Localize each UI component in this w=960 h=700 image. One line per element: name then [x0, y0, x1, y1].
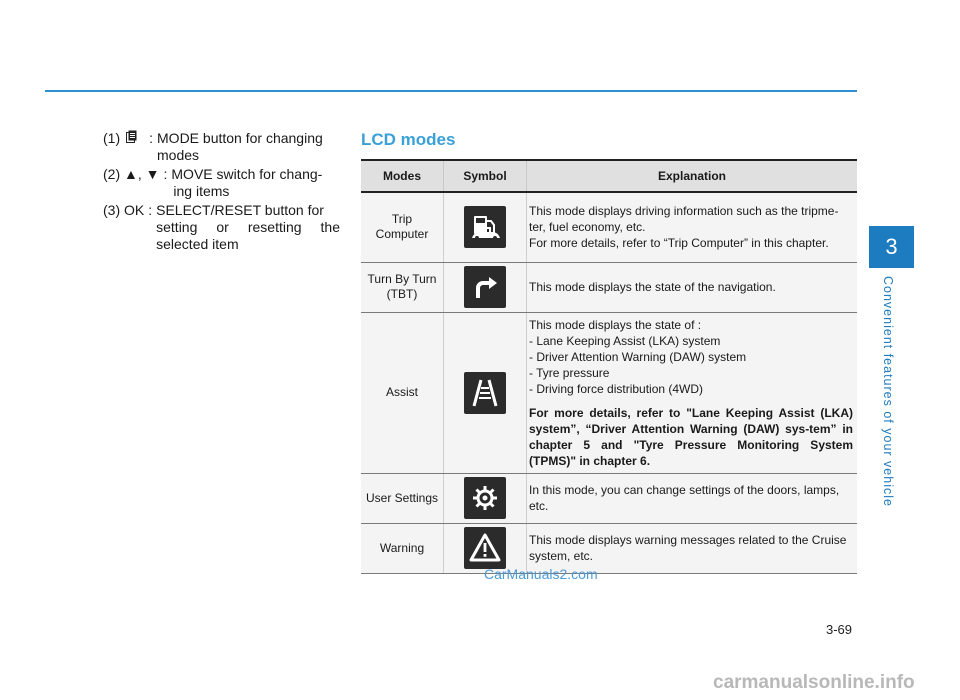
chapter-number: 3	[885, 234, 898, 259]
explanation-line: - Driver Attention Warning (DAW) system	[529, 349, 747, 364]
lcd-modes-table	[361, 159, 857, 574]
item-text: MOVE switch for chang-	[171, 166, 323, 182]
explanation-line: - Tyre pressure	[529, 365, 610, 380]
explanation-cell	[527, 312, 858, 473]
mode-name: Turn By Turn	[367, 272, 437, 286]
mode-cell	[361, 192, 444, 262]
header-explanation: Explanation	[527, 160, 858, 192]
mode-name: Assist	[385, 385, 418, 399]
item-colon: :	[149, 130, 154, 146]
item-text-continued: ing items	[173, 183, 230, 199]
mode-cell	[361, 262, 444, 312]
explanation-line: - Driving force distribution (4WD)	[529, 381, 704, 396]
item-colon: :	[148, 202, 153, 218]
explanation-bold-note: For more details, refer to "Lane Keeping Assist (LKA) system”, “Driver Attention Warning (DAW) sys-tem” in chapter 5 and "Tyre Pressure Monitoring System (TPMS)" in chapter 6.	[529, 405, 853, 468]
explanation-line: This mode displays the state of :	[529, 317, 702, 332]
item-colon: :	[163, 166, 168, 182]
watermark-bottom: carmanualsonline.info	[713, 672, 915, 693]
lane-keeping-icon	[464, 372, 506, 414]
item-text: SELECT/RESET button for	[156, 202, 324, 218]
explanation-cell: This mode displays warning messages related to the Cruise system, etc.	[527, 523, 858, 573]
chapter-number-tab	[869, 226, 914, 268]
lcd-modes-title: LCD modes	[361, 130, 456, 149]
turn-right-arrow-icon	[464, 266, 506, 308]
list-item	[103, 166, 340, 200]
explanation-cell	[527, 192, 858, 262]
table-row	[361, 192, 857, 262]
control-list	[103, 130, 340, 255]
table-row	[361, 523, 857, 573]
table-row	[361, 312, 857, 473]
watermark-site: CarManuals2.com	[484, 566, 598, 582]
symbol-cell	[444, 312, 527, 473]
item-number: (3) OK	[103, 202, 145, 218]
symbol-cell	[444, 192, 527, 262]
item-number: (2) ▲, ▼	[103, 166, 160, 182]
explanation-line: - Lane Keeping Assist (LKA) system	[529, 333, 721, 348]
explanation-cell: This mode displays the state of the navigation.	[527, 262, 858, 312]
item-text: MODE button for changing	[157, 130, 323, 146]
top-rule	[45, 90, 857, 92]
mode-name: User Settings	[365, 490, 439, 505]
item-text-continued: modes	[157, 147, 200, 163]
symbol-cell	[444, 262, 527, 312]
mode-button-icon	[126, 130, 137, 143]
explanation-text: This mode displays driving information such as the tripme-ter, fuel economy, etc.	[529, 204, 839, 235]
mode-cell	[361, 473, 444, 523]
symbol-cell	[444, 473, 527, 523]
header-modes: Modes	[361, 160, 444, 192]
mode-name-line2: (TBT)	[386, 287, 418, 301]
mode-cell	[361, 523, 444, 573]
gear-icon	[464, 477, 506, 519]
page-number: 3-69	[826, 622, 853, 637]
list-item	[103, 130, 340, 164]
explanation-text-2: For more details, refer to “Trip Computer” in this chapter.	[529, 236, 829, 251]
header-symbol: Symbol	[444, 160, 527, 192]
item-number: (1)	[103, 130, 121, 146]
table-row	[361, 262, 857, 312]
explanation-cell: In this mode, you can change settings of the doors, lamps, etc.	[527, 473, 858, 523]
warning-triangle-icon	[464, 527, 506, 569]
mode-cell	[361, 312, 444, 473]
list-item	[103, 202, 340, 253]
mode-name-line2: Computer	[375, 227, 429, 242]
table-header-row	[361, 160, 857, 192]
mode-name: Warning	[379, 540, 425, 555]
fuel-pump-icon	[464, 206, 506, 248]
table-row	[361, 473, 857, 523]
mode-name: Trip	[391, 212, 413, 227]
item-text-continued: setting or resetting the selected item	[156, 219, 340, 252]
chapter-title-vertical: Convenient features of your vehicle	[881, 276, 895, 507]
